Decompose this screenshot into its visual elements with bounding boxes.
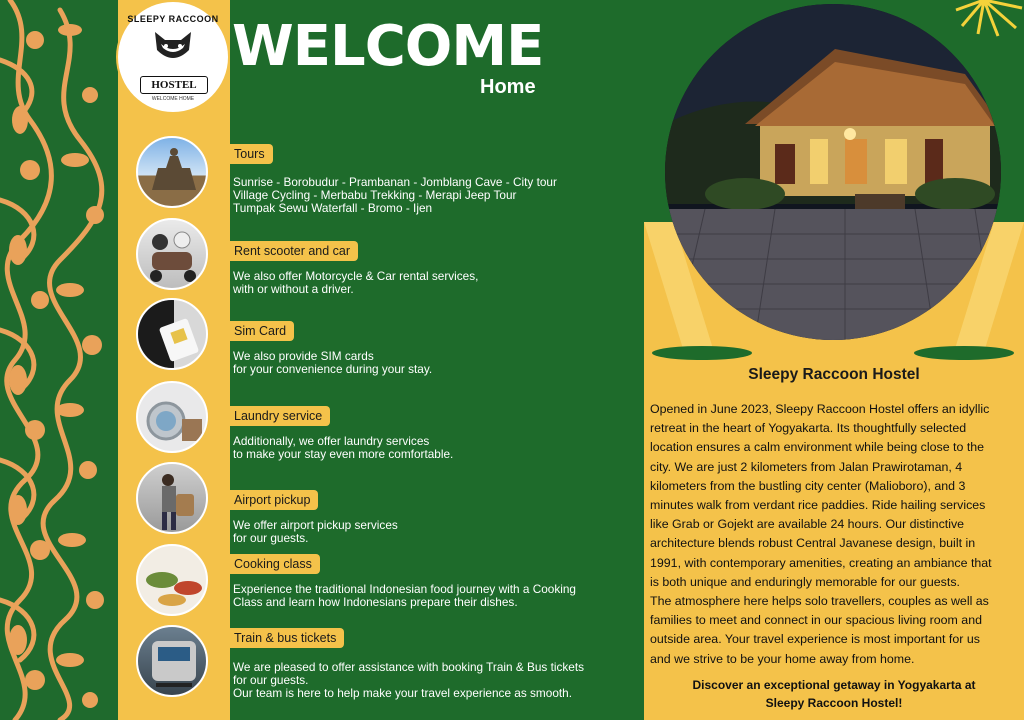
hostel-building-icon bbox=[665, 4, 1001, 340]
service-label-train: Train & bus tickets bbox=[230, 628, 344, 648]
service-label-airport: Airport pickup bbox=[230, 490, 318, 510]
hostel-logo bbox=[118, 2, 228, 112]
about-text: Opened in June 2023, Sleepy Raccoon Hostel offers an idyllic retreat in the heart of Yogyakarta. Its thoughtfully selected location ensures a calm environment while being close to the city. We are just 2 kilometers from Jalan Prawirotaman, 4 kilometers from the bustling city center (Malioboro), and 3 minutes walk from verdant rice paddies. Ride hailing services like Grab or Gojekt are available 24 hours. Our distinctive architecture blends robust Central Javanese design, built in 1991, with contemporary amenities, creating an ambiance that is both unique and enduringly memorable for our guests. The atmosphere here helps solo travellers, couples as well as families to meet and connect in our spacious living room and outside area. Your travel experience is most important for us and we strive to be your home away from home. bbox=[650, 402, 992, 666]
service-desc-sim: We also provide SIM cards for your convenience during your stay. bbox=[233, 349, 433, 376]
service-desc-cooking: Experience the traditional Indonesian food journey with a Cooking Class and learn how Indonesians prepare their dishes. bbox=[233, 582, 576, 609]
service-desc-tours: Sunrise - Borobudur - Prambanan - Jomblang Cave - City tour Village Cycling - Merbabu Trekking - Merapi Jeep Tour Tumpak Sewu Waterfall - Bromo - Ijen bbox=[233, 175, 557, 215]
batik-pattern-icon bbox=[0, 0, 120, 720]
service-label-rental: Rent scooter and car bbox=[230, 241, 358, 261]
service-image-sim bbox=[136, 298, 208, 370]
raccoon-icon bbox=[151, 26, 195, 66]
sun-rays-icon bbox=[944, 0, 1024, 50]
service-label-tours: Tours bbox=[230, 144, 273, 164]
welcome-heading: WELCOME bbox=[232, 14, 544, 79]
service-image-train bbox=[136, 625, 208, 697]
service-image-airport bbox=[136, 462, 208, 534]
service-desc-train: We are pleased to offer assistance with booking Train & Bus tickets for our guests. Our team is here to help make your travel experience as smooth. bbox=[233, 660, 585, 700]
home-subtitle: Home bbox=[480, 76, 536, 98]
left-ellipse bbox=[652, 346, 752, 360]
service-image-scooter bbox=[136, 218, 208, 290]
logo-badge: HOSTEL bbox=[140, 76, 208, 94]
service-image-cooking bbox=[136, 544, 208, 616]
logo-tagline: WELCOME HOME bbox=[151, 96, 195, 102]
service-label-cooking: Cooking class bbox=[230, 554, 320, 574]
service-label-sim: Sim Card bbox=[230, 321, 294, 341]
cta-text: Discover an exceptional getaway in Yogyakarta at Sleepy Raccoon Hostel! bbox=[692, 678, 976, 710]
service-image-laundry bbox=[136, 381, 208, 453]
hostel-photo bbox=[665, 4, 1001, 340]
logo-top-text: SLEEPY RACCOON bbox=[127, 14, 219, 24]
service-desc-laundry: Additionally, we offer laundry services to make your stay even more comfortable. bbox=[233, 434, 454, 461]
service-desc-airport: We offer airport pickup services for our guests. bbox=[233, 518, 398, 545]
service-desc-rental: We also offer Motorcycle & Car rental services, with or without a driver. bbox=[233, 269, 479, 296]
batik-border bbox=[0, 0, 120, 720]
hostel-title: Sleepy Raccoon Hostel bbox=[748, 366, 920, 383]
right-ellipse bbox=[914, 346, 1014, 360]
service-label-laundry: Laundry service bbox=[230, 406, 330, 426]
service-image-tours bbox=[136, 136, 208, 208]
